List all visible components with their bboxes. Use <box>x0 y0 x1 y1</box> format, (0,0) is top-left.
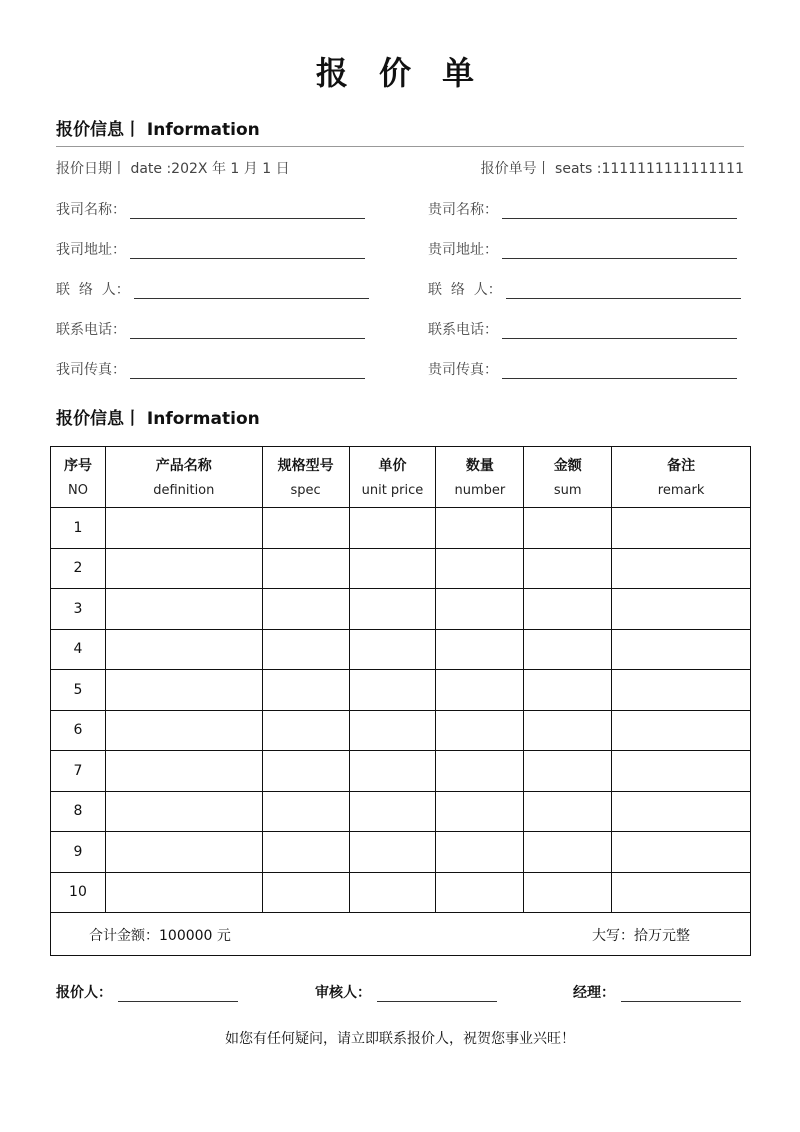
cell-unit-price[interactable] <box>349 872 436 913</box>
field-label: 联系电话： <box>56 322 126 338</box>
cell-remark[interactable] <box>612 589 751 630</box>
cell-remark[interactable] <box>612 832 751 873</box>
header-en: number <box>454 482 506 498</box>
cell-number[interactable] <box>436 710 524 751</box>
blank-line[interactable] <box>502 202 737 219</box>
header-zh: 数量 <box>465 457 494 474</box>
table-row <box>51 548 751 589</box>
field-label: 联 络 人： <box>428 282 502 298</box>
total-capital: 大写：拾万元整 <box>592 928 690 944</box>
your-fax-field[interactable] <box>428 359 737 379</box>
table-row <box>51 751 751 792</box>
cell-remark[interactable] <box>612 548 751 589</box>
cell-definition[interactable] <box>105 670 262 711</box>
our-contact-field[interactable] <box>56 279 369 299</box>
header-en: spec <box>290 482 321 498</box>
header-number <box>436 447 524 508</box>
cell-sum[interactable] <box>524 791 612 832</box>
blank-line[interactable] <box>621 984 741 1002</box>
blank-line[interactable] <box>130 322 365 339</box>
cell-definition[interactable] <box>105 710 262 751</box>
cell-definition[interactable] <box>105 508 262 549</box>
cell-remark[interactable] <box>612 791 751 832</box>
page-title: 报 价 单 <box>315 54 485 92</box>
header-spec <box>262 447 349 508</box>
section-heading-items: 报价信息丨 Information <box>56 409 260 429</box>
header-en: definition <box>153 482 215 498</box>
cell-number[interactable] <box>436 508 524 549</box>
header-zh: 序号 <box>63 457 92 474</box>
total-cell <box>51 913 751 956</box>
cell-spec[interactable] <box>262 589 349 630</box>
cell-number[interactable] <box>436 832 524 873</box>
blank-line[interactable] <box>118 984 238 1002</box>
field-label: 我司地址： <box>56 242 126 258</box>
table-row <box>51 832 751 873</box>
total-amount: 合计金额：100000 元 <box>89 928 231 944</box>
blank-line[interactable] <box>134 282 369 299</box>
blank-line[interactable] <box>130 202 365 219</box>
header-zh: 金额 <box>553 457 582 474</box>
blank-line[interactable] <box>502 362 737 379</box>
blank-line[interactable] <box>377 984 497 1002</box>
cell-remark[interactable] <box>612 872 751 913</box>
footer-note: 如您有任何疑问，请立即联系报价人，祝贺您事业兴旺！ <box>225 1031 575 1047</box>
row-number: 5 <box>51 670 106 711</box>
header-en: remark <box>657 482 705 498</box>
our-company-address-field[interactable] <box>56 239 365 259</box>
header-en: unit price <box>361 482 424 498</box>
header-en: sum <box>553 482 582 498</box>
cell-definition[interactable] <box>105 589 262 630</box>
field-label: 联系电话： <box>428 322 498 338</box>
blank-line[interactable] <box>502 242 737 259</box>
your-company-address-field[interactable] <box>428 239 737 259</box>
cell-unit-price[interactable] <box>349 710 436 751</box>
our-company-name-field[interactable] <box>56 199 365 219</box>
cell-number[interactable] <box>436 872 524 913</box>
cell-unit-price[interactable] <box>349 589 436 630</box>
cell-definition[interactable] <box>105 832 262 873</box>
cell-sum[interactable] <box>524 508 612 549</box>
row-number: 1 <box>51 508 106 549</box>
cell-number[interactable] <box>436 589 524 630</box>
cell-definition[interactable] <box>105 548 262 589</box>
cell-number[interactable] <box>436 751 524 792</box>
cell-remark[interactable] <box>612 508 751 549</box>
quoter-signature[interactable] <box>56 982 238 1002</box>
cell-unit-price[interactable] <box>349 508 436 549</box>
header-zh: 规格型号 <box>277 457 334 474</box>
cell-unit-price[interactable] <box>349 751 436 792</box>
cell-spec[interactable] <box>262 872 349 913</box>
cell-remark[interactable] <box>612 710 751 751</box>
row-number: 10 <box>51 872 106 913</box>
cell-sum[interactable] <box>524 670 612 711</box>
table-header-row <box>51 447 751 508</box>
cell-number[interactable] <box>436 670 524 711</box>
quote-date: 报价日期丨 date :202X 年 1 月 1 日 <box>56 161 290 177</box>
cell-spec[interactable] <box>262 710 349 751</box>
table-row <box>51 670 751 711</box>
header-zh: 产品名称 <box>155 457 212 474</box>
cell-number[interactable] <box>436 629 524 670</box>
table-row <box>51 508 751 549</box>
manager-signature[interactable] <box>573 982 741 1002</box>
your-phone-field[interactable] <box>428 319 737 339</box>
our-phone-field[interactable] <box>56 319 365 339</box>
header-zh: 备注 <box>667 457 696 474</box>
header-zh: 单价 <box>378 457 407 474</box>
cell-definition[interactable] <box>105 791 262 832</box>
field-label: 我司传真： <box>56 362 126 378</box>
field-label: 我司名称： <box>56 202 126 218</box>
header-definition <box>105 447 262 508</box>
header-no <box>51 447 106 508</box>
cell-sum[interactable] <box>524 548 612 589</box>
header-remark <box>612 447 751 508</box>
signature-label: 报价人： <box>56 985 112 1001</box>
your-company-name-field[interactable] <box>428 199 737 219</box>
row-number: 3 <box>51 589 106 630</box>
section-heading-info: 报价信息丨 Information <box>56 120 260 140</box>
cell-spec[interactable] <box>262 548 349 589</box>
row-number: 2 <box>51 548 106 589</box>
cell-sum[interactable] <box>524 832 612 873</box>
cell-definition[interactable] <box>105 751 262 792</box>
row-number: 8 <box>51 791 106 832</box>
cell-sum[interactable] <box>524 589 612 630</box>
your-contact-field[interactable] <box>428 279 741 299</box>
cell-spec[interactable] <box>262 751 349 792</box>
table-row <box>51 791 751 832</box>
row-number: 7 <box>51 751 106 792</box>
cell-definition[interactable] <box>105 872 262 913</box>
cell-spec[interactable] <box>262 508 349 549</box>
cell-unit-price[interactable] <box>349 832 436 873</box>
row-number: 9 <box>51 832 106 873</box>
cell-remark[interactable] <box>612 670 751 711</box>
cell-unit-price[interactable] <box>349 629 436 670</box>
total-row <box>51 913 751 956</box>
field-label: 联 络 人： <box>56 282 130 298</box>
field-label: 贵司名称： <box>428 202 498 218</box>
signature-label: 审核人： <box>315 985 371 1001</box>
cell-unit-price[interactable] <box>349 548 436 589</box>
table-row <box>51 629 751 670</box>
row-number: 6 <box>51 710 106 751</box>
cell-sum[interactable] <box>524 751 612 792</box>
table-row <box>51 589 751 630</box>
header-en: NO <box>67 482 88 498</box>
quote-table <box>50 446 751 956</box>
cell-spec[interactable] <box>262 670 349 711</box>
cell-remark[interactable] <box>612 629 751 670</box>
header-unit-price <box>349 447 436 508</box>
cell-unit-price[interactable] <box>349 791 436 832</box>
blank-line[interactable] <box>130 242 365 259</box>
cell-sum[interactable] <box>524 710 612 751</box>
cell-remark[interactable] <box>612 751 751 792</box>
cell-number[interactable] <box>436 791 524 832</box>
header-sum <box>524 447 612 508</box>
cell-spec[interactable] <box>262 832 349 873</box>
blank-line[interactable] <box>130 362 365 379</box>
cell-definition[interactable] <box>105 629 262 670</box>
quote-number: 报价单号丨 seats :1111111111111111 <box>480 161 744 177</box>
reviewer-signature[interactable] <box>315 982 497 1002</box>
cell-spec[interactable] <box>262 629 349 670</box>
field-label: 贵司地址： <box>428 242 498 258</box>
our-fax-field[interactable] <box>56 359 365 379</box>
cell-sum[interactable] <box>524 872 612 913</box>
field-label: 贵司传真： <box>428 362 498 378</box>
table-row <box>51 872 751 913</box>
divider <box>56 146 744 147</box>
cell-sum[interactable] <box>524 629 612 670</box>
cell-unit-price[interactable] <box>349 670 436 711</box>
signature-label: 经理： <box>573 985 615 1001</box>
table-row <box>51 710 751 751</box>
row-number: 4 <box>51 629 106 670</box>
blank-line[interactable] <box>502 322 737 339</box>
blank-line[interactable] <box>506 282 741 299</box>
cell-number[interactable] <box>436 548 524 589</box>
cell-spec[interactable] <box>262 791 349 832</box>
